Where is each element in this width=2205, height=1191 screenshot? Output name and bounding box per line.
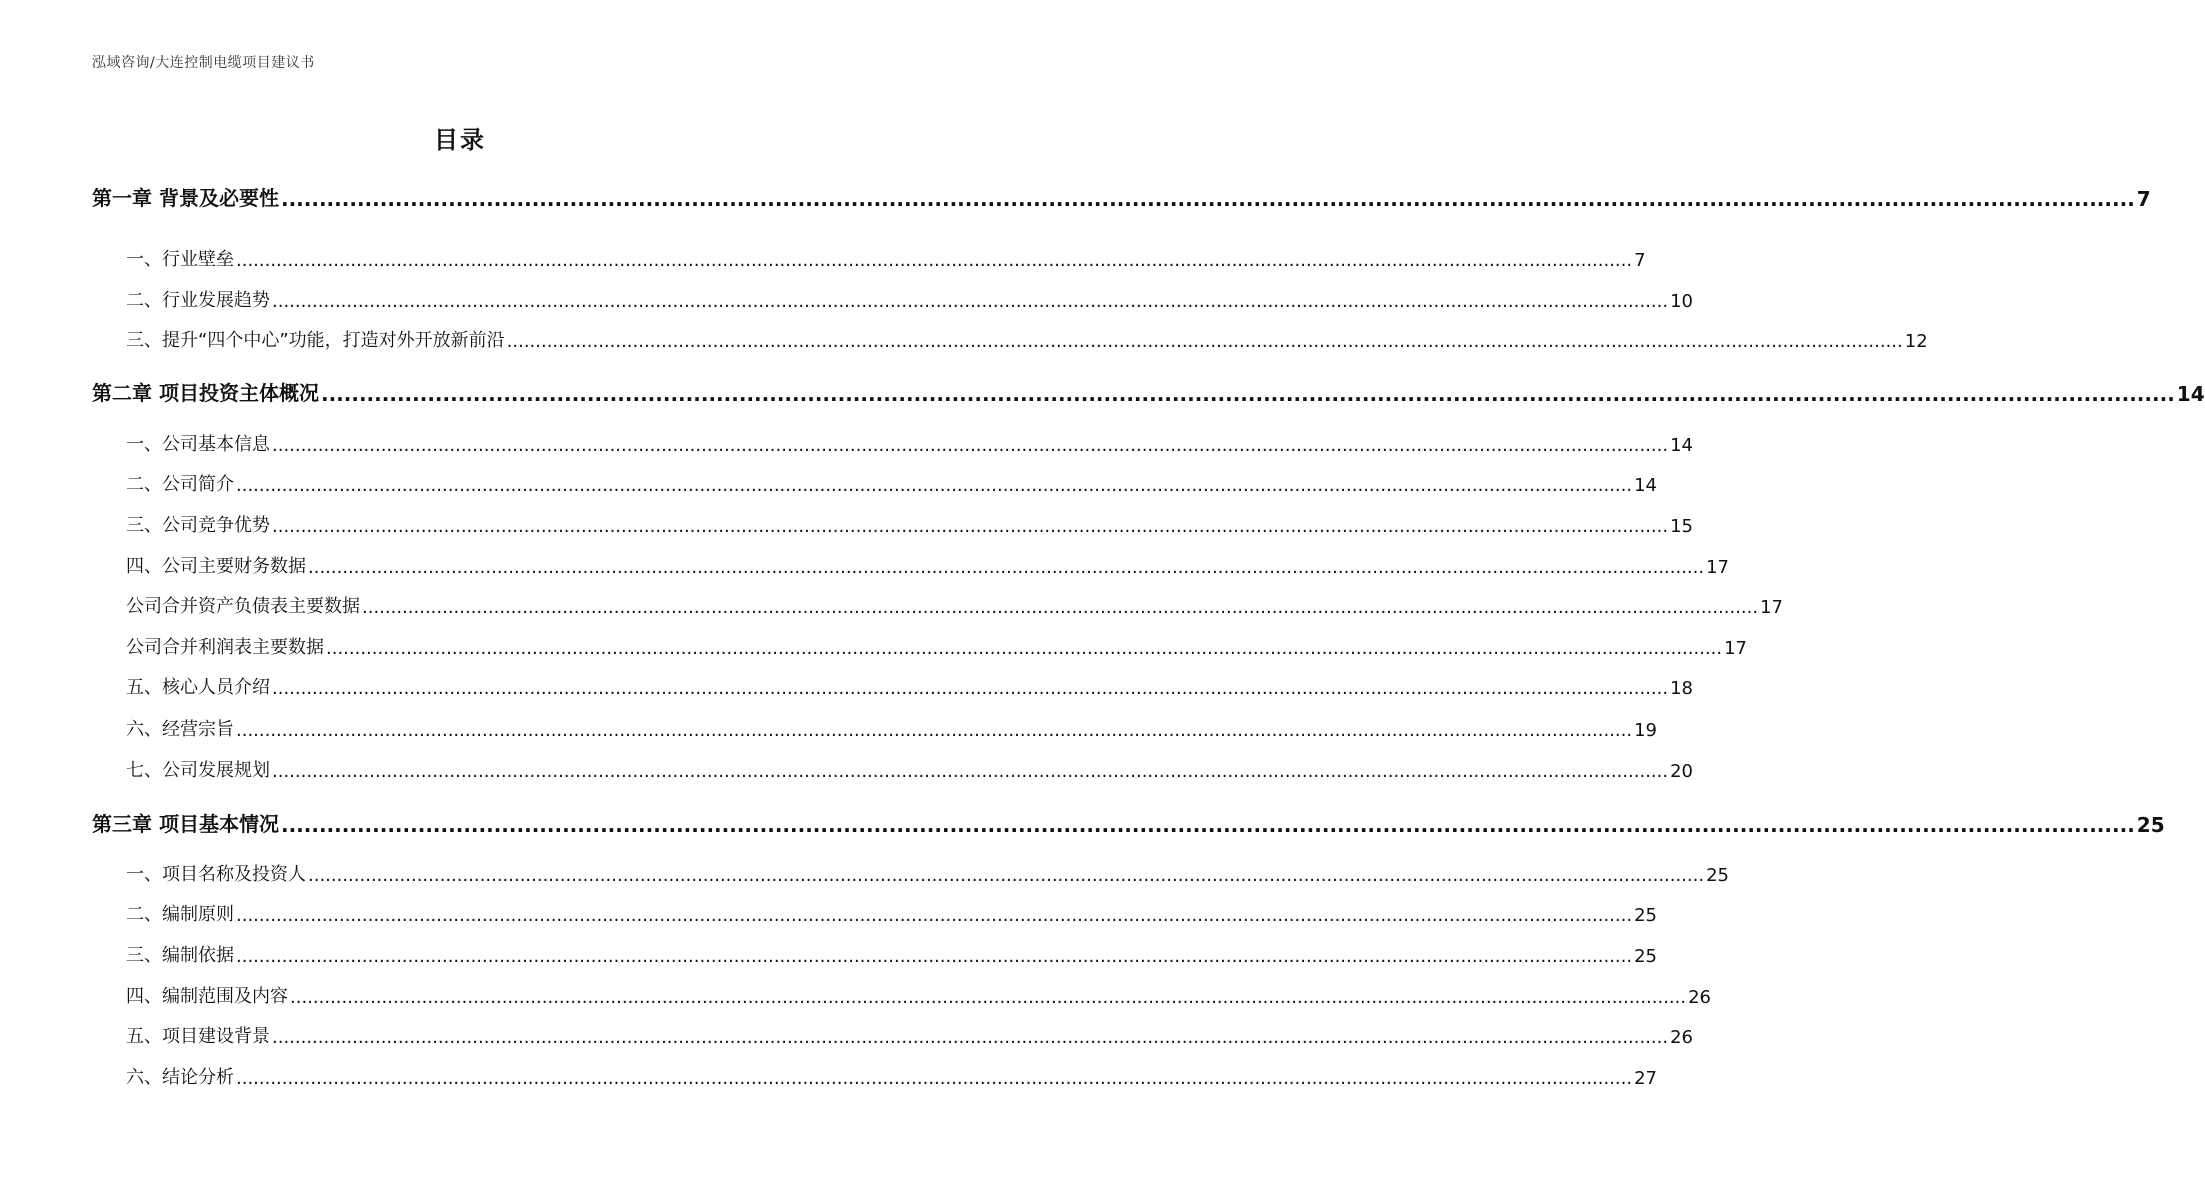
toc-entry-row[interactable] xyxy=(0,941,1657,967)
toc-leader-dots: .................................................................................................................................................................................................................................................... xyxy=(290,987,1687,1008)
toc-entry[interactable] xyxy=(126,941,1657,967)
toc-page-number: 17 xyxy=(1760,597,1783,618)
toc-entry[interactable] xyxy=(126,511,1693,537)
toc-entry-number: 一、 xyxy=(126,434,162,455)
toc-entry-title: 行业发展趋势 xyxy=(162,290,270,311)
toc-entry-title: 项目投资主体概况 xyxy=(158,381,319,405)
toc-chapter-row[interactable] xyxy=(0,377,2205,406)
toc-page-number: 19 xyxy=(1634,720,1657,741)
toc-entry[interactable] xyxy=(126,982,1711,1008)
toc-page-number: 25 xyxy=(1706,865,1729,886)
toc-page-number: 17 xyxy=(1724,638,1747,659)
toc-entry-row[interactable] xyxy=(0,1063,1657,1089)
toc-entry[interactable] xyxy=(126,756,1693,782)
toc-entry-number: 四、 xyxy=(126,986,162,1007)
toc-entry-number: 二、 xyxy=(126,474,162,495)
toc-title: 目录 xyxy=(434,126,486,154)
toc-entry-row[interactable] xyxy=(0,982,1711,1008)
toc-leader-dots: .................................................................................................................................................................................................................................................... xyxy=(272,678,1669,699)
toc-page-number: 25 xyxy=(1634,946,1657,967)
toc-entry-number: 三、 xyxy=(126,330,162,351)
toc-page-number: 25 xyxy=(2136,813,2165,837)
toc-page-number: 18 xyxy=(1670,678,1693,699)
toc-entry-row[interactable] xyxy=(0,860,1729,886)
toc-entry-title: 公司主要财务数据 xyxy=(162,556,306,577)
toc-leader-dots: .................................................................................................................................................................................................................................................... xyxy=(280,187,2135,211)
toc-entry-row[interactable] xyxy=(0,633,1747,659)
toc-entry-row[interactable] xyxy=(0,673,1693,699)
toc-entry[interactable] xyxy=(126,470,1657,496)
toc-page-number: 27 xyxy=(1634,1068,1657,1089)
toc-entry-title: 编制范围及内容 xyxy=(162,986,288,1007)
toc-entry[interactable] xyxy=(92,377,2205,406)
toc-entry-row[interactable] xyxy=(0,470,1657,496)
toc-entry[interactable] xyxy=(126,1063,1657,1089)
toc-entry-number: 七、 xyxy=(126,760,162,781)
toc-page-number: 25 xyxy=(1634,905,1657,926)
toc-entry-number: 第一章 xyxy=(92,186,152,210)
toc-leader-dots: .................................................................................................................................................................................................................................................... xyxy=(272,1027,1669,1048)
running-header: 泓域咨询/大连控制电缆项目建议书 xyxy=(92,55,315,71)
toc-entry-title: 公司基本信息 xyxy=(162,434,270,455)
toc-entry-number: 四、 xyxy=(126,556,162,577)
toc-entry-number: 五、 xyxy=(126,677,162,698)
toc-leader-dots: .................................................................................................................................................................................................................................................... xyxy=(236,1068,1633,1089)
toc-page-number: 7 xyxy=(1634,250,1646,271)
toc-entry-row[interactable] xyxy=(0,900,1657,926)
toc-leader-dots: .................................................................................................................................................................................................................................................... xyxy=(272,516,1669,537)
toc-entry[interactable] xyxy=(126,592,1783,618)
toc-leader-dots: .................................................................................................................................................................................................................................................... xyxy=(236,905,1633,926)
toc-leader-dots: .................................................................................................................................................................................................................................................... xyxy=(236,250,1633,271)
toc-entry-number: 三、 xyxy=(126,945,162,966)
toc-leader-dots: .................................................................................................................................................................................................................................................... xyxy=(236,720,1633,741)
toc-entry[interactable] xyxy=(126,900,1657,926)
toc-entry-number: 六、 xyxy=(126,1067,162,1088)
toc-leader-dots: .................................................................................................................................................................................................................................................... xyxy=(308,865,1705,886)
toc-entry[interactable] xyxy=(92,182,2151,211)
toc-entry-number: 三、 xyxy=(126,515,162,536)
toc-entry[interactable] xyxy=(126,286,1693,312)
toc-page-number: 7 xyxy=(2136,187,2151,211)
toc-entry[interactable] xyxy=(126,1022,1693,1048)
toc-leader-dots: .................................................................................................................................................................................................................................................... xyxy=(272,761,1669,782)
toc-entry-title: 编制依据 xyxy=(162,945,234,966)
toc-page-number: 26 xyxy=(1688,987,1711,1008)
toc-leader-dots: .................................................................................................................................................................................................................................................... xyxy=(308,557,1705,578)
toc-entry-number: 第二章 xyxy=(92,381,152,405)
toc-entry-row[interactable] xyxy=(0,592,1783,618)
toc-entry-number: 二、 xyxy=(126,904,162,925)
toc-page-number: 26 xyxy=(1670,1027,1693,1048)
toc-leader-dots: .................................................................................................................................................................................................................................................... xyxy=(272,291,1669,312)
toc-entry-row[interactable] xyxy=(0,245,1646,271)
toc-entry-row[interactable] xyxy=(0,511,1693,537)
toc-entry[interactable] xyxy=(126,633,1747,659)
toc-entry-title: 编制原则 xyxy=(162,904,234,925)
toc-leader-dots: .................................................................................................................................................................................................................................................... xyxy=(506,331,1903,352)
toc-entry-number: 一、 xyxy=(126,864,162,885)
toc-entry-title: 行业壁垒 xyxy=(162,249,234,270)
toc-entry[interactable] xyxy=(126,430,1693,456)
toc-chapter-row[interactable] xyxy=(0,182,2151,211)
toc-page-number: 14 xyxy=(1670,435,1693,456)
toc-entry-row[interactable] xyxy=(0,326,1928,352)
toc-entry[interactable] xyxy=(126,326,1928,352)
toc-page-number: 10 xyxy=(1670,291,1693,312)
toc-entry-title: 项目名称及投资人 xyxy=(162,864,306,885)
toc-entry-number: 第三章 xyxy=(92,812,152,836)
toc-entry-row[interactable] xyxy=(0,1022,1693,1048)
toc-entry-title: 公司发展规划 xyxy=(162,760,270,781)
toc-entry[interactable] xyxy=(126,715,1657,741)
toc-entry-title: 项目基本情况 xyxy=(158,812,279,836)
toc-entry-title: 公司合并利润表主要数据 xyxy=(126,637,324,658)
toc-entry-title: 经营宗旨 xyxy=(162,719,234,740)
toc-page-number: 12 xyxy=(1904,331,1928,352)
toc-entry[interactable] xyxy=(126,245,1646,271)
toc-leader-dots: .................................................................................................................................................................................................................................................... xyxy=(280,813,2135,837)
toc-page-number: 14 xyxy=(2176,382,2205,406)
toc-page-number: 14 xyxy=(1634,475,1657,496)
toc-chapter-row[interactable] xyxy=(0,808,2165,837)
toc-entry-row[interactable] xyxy=(0,430,1693,456)
toc-entry-row[interactable] xyxy=(0,756,1693,782)
toc-entry-number: 二、 xyxy=(126,290,162,311)
toc-entry[interactable] xyxy=(126,860,1729,886)
toc-leader-dots: .................................................................................................................................................................................................................................................... xyxy=(272,435,1669,456)
toc-leader-dots: .................................................................................................................................................................................................................................................... xyxy=(362,597,1759,618)
toc-entry-row[interactable] xyxy=(0,552,1729,578)
toc-page-number: 20 xyxy=(1670,761,1693,782)
toc-leader-dots: .................................................................................................................................................................................................................................................... xyxy=(236,946,1633,967)
toc-entry-number: 六、 xyxy=(126,719,162,740)
toc-entry[interactable] xyxy=(92,808,2165,837)
toc-entry[interactable] xyxy=(126,673,1693,699)
toc-entry-title: 公司竞争优势 xyxy=(162,515,270,536)
toc-entry-row[interactable] xyxy=(0,715,1657,741)
toc-entry-number: 五、 xyxy=(126,1026,162,1047)
toc-entry-title: 公司合并资产负债表主要数据 xyxy=(126,596,360,617)
toc-entry-title: 背景及必要性 xyxy=(158,186,279,210)
toc-entry-title: 结论分析 xyxy=(162,1067,234,1088)
toc-entry-row[interactable] xyxy=(0,286,1693,312)
toc-entry-number: 一、 xyxy=(126,249,162,270)
toc-leader-dots: .................................................................................................................................................................................................................................................... xyxy=(326,638,1723,659)
toc-entry-title: 项目建设背景 xyxy=(162,1026,270,1047)
toc-leader-dots: .................................................................................................................................................................................................................................................... xyxy=(320,382,2175,406)
toc-page-number: 17 xyxy=(1706,557,1729,578)
toc-entry-title: 核心人员介绍 xyxy=(162,677,270,698)
toc-entry-title: 公司简介 xyxy=(162,474,234,495)
toc-leader-dots: .................................................................................................................................................................................................................................................... xyxy=(236,475,1633,496)
toc-entry-title: 提升“四个中心”功能，打造对外开放新前沿 xyxy=(162,330,505,351)
toc-entry[interactable] xyxy=(126,552,1729,578)
toc-page-number: 15 xyxy=(1670,516,1693,537)
